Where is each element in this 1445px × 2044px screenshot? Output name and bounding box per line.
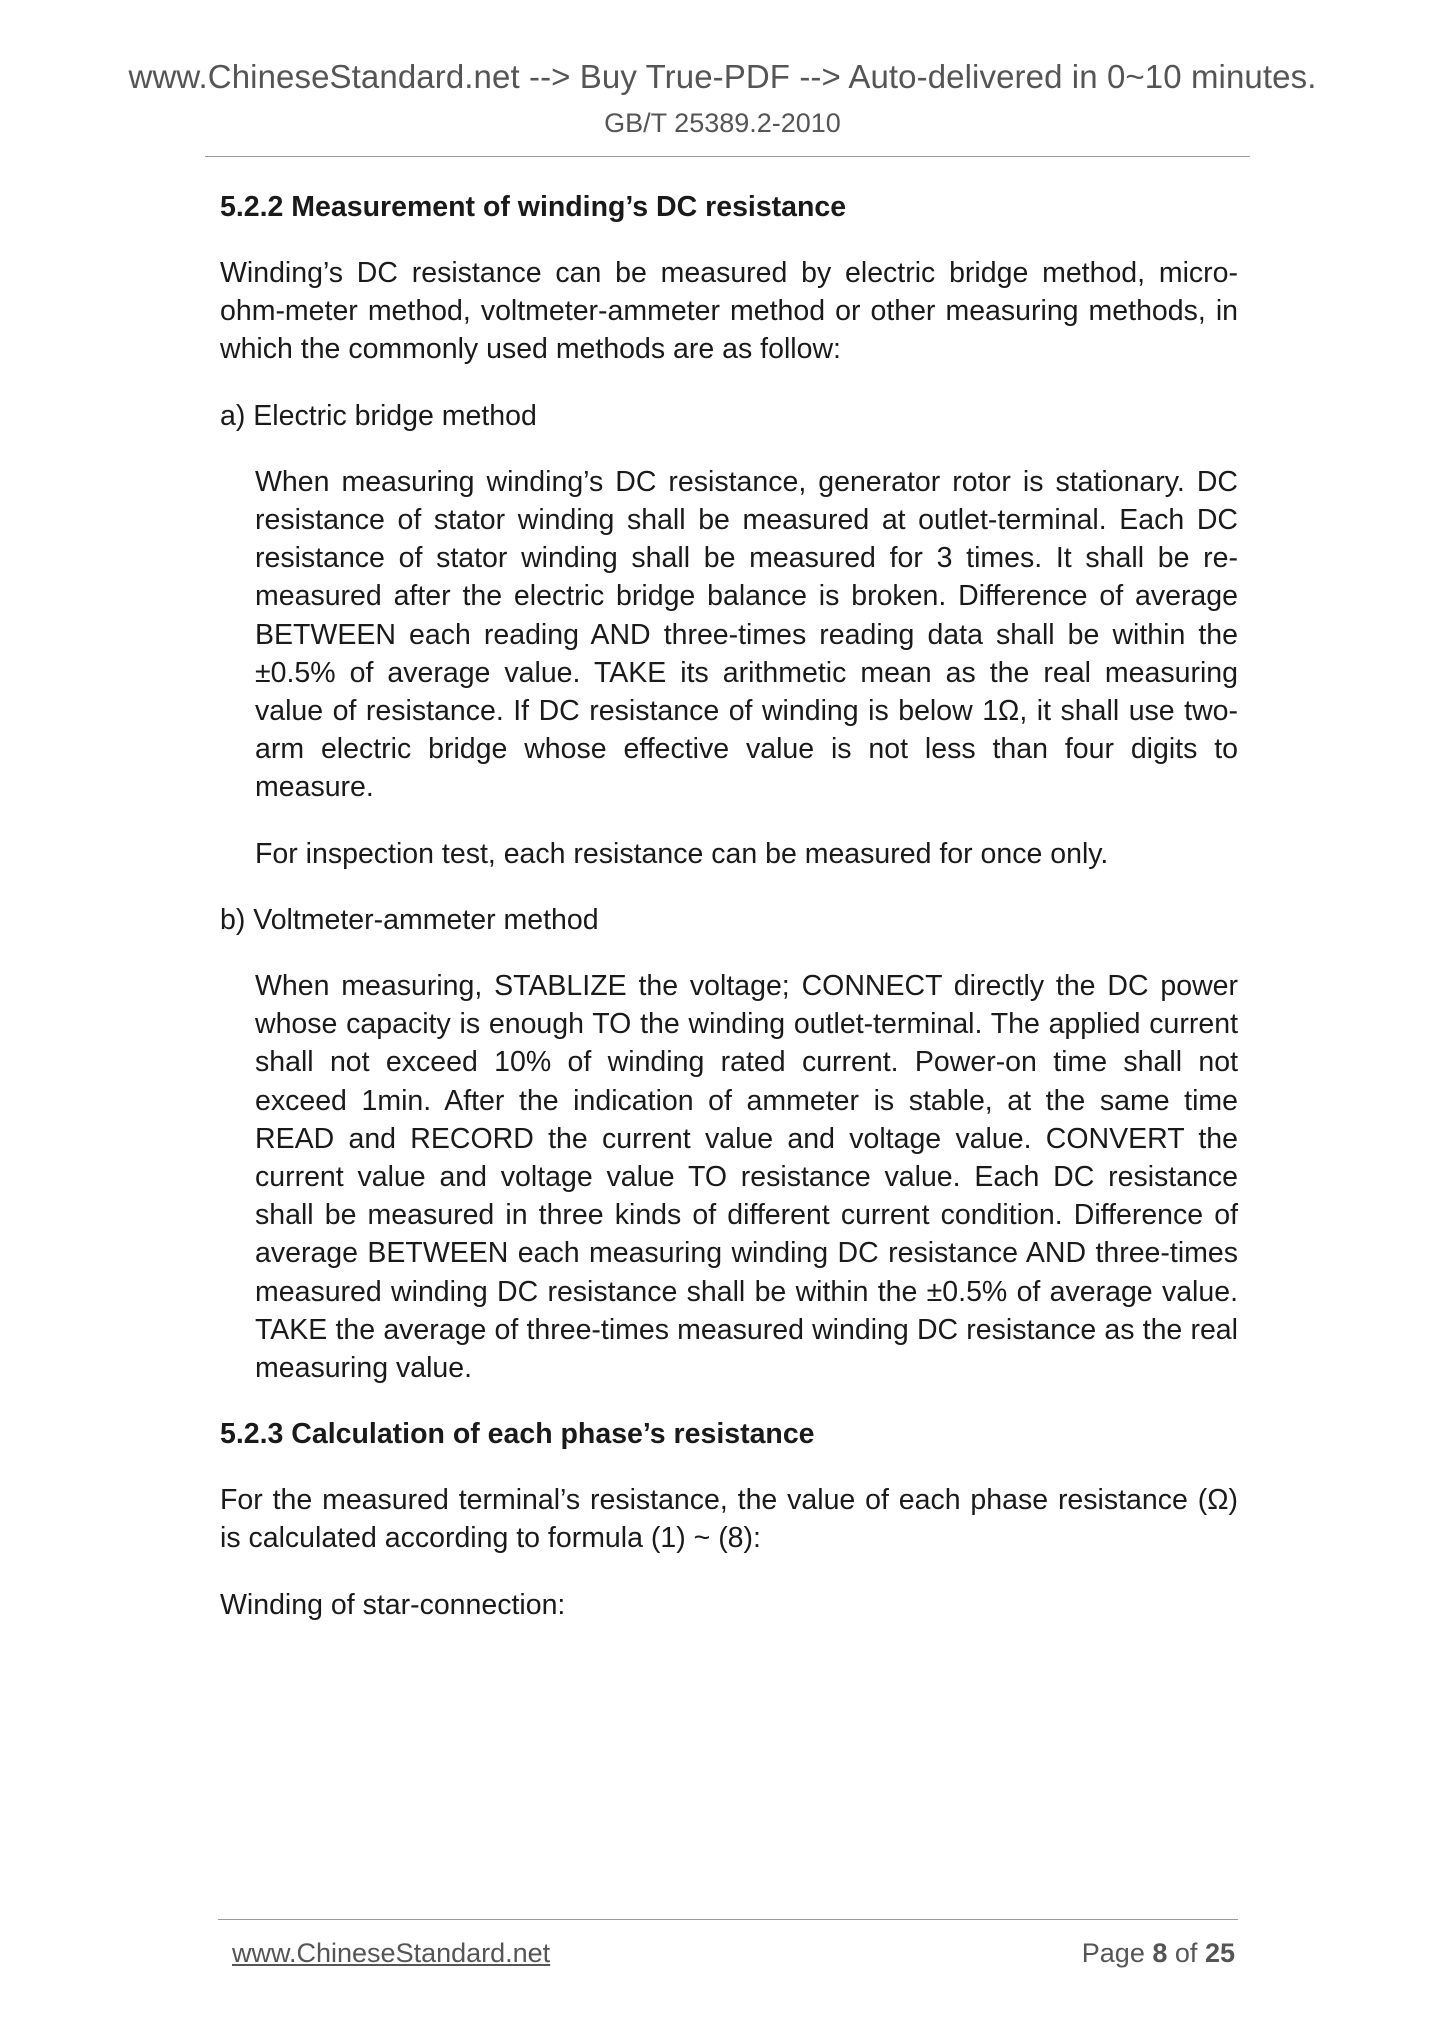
page-of: of [1174, 1938, 1198, 1968]
header-divider [205, 156, 1250, 157]
footer-divider [218, 1919, 1238, 1920]
header-banner[interactable]: www.ChineseStandard.net --> Buy True-PDF --> Auto-delivered in 0~10 minutes. [128, 58, 1317, 95]
page-total: 25 [1204, 1938, 1235, 1968]
section-heading-5-2-2: 5.2.2 Measurement of winding’s DC resistance [220, 191, 847, 223]
section-heading-5-2-3: 5.2.3 Calculation of each phase’s resistance [220, 1418, 815, 1451]
star-connection-label: Winding of star-connection: [220, 1588, 566, 1621]
standard-id: GB/T 25389.2-2010 [604, 108, 841, 138]
item-a-paragraph-1: When measuring winding’s DC resistance, generator rotor is stationary. DC resistance of stator winding shall be measured at outlet-terminal. Each DC resistance of stator winding shall be measured for 3 times. It shall be re-measured after the electric bridge balance is broken. Difference of average BETWEEN each reading AND three-times reading data shall be within the ±0.5% of average value. TAKE its arithmetic mean as the real measuring value of resistance. If DC resistance of winding is below 1Ω, it shall use two-arm electric bridge whose effective value is not less than four digits to measure. [255, 465, 1238, 804]
page-number [1082, 1938, 1235, 1969]
item-a-paragraph-2: For inspection test, each resistance can be measured for once only. [255, 837, 1109, 870]
footer-website-link[interactable]: www.ChineseStandard.net [232, 1938, 551, 1968]
item-a-label: a) Electric bridge method [220, 399, 537, 432]
section-5-2-2-intro: Winding’s DC resistance can be measured by electric bridge method, micro-ohm-meter method, voltmeter-ammeter method or other measuring methods, in which the commonly used methods are as follow: [220, 257, 1238, 366]
item-b-paragraph-1: When measuring, STABLIZE the voltage; CONNECT directly the DC power whose capacity is enough TO the winding outlet-terminal. The applied current shall not exceed 10% of winding rated current. Power-on time shall not exceed 1min. After the indication of ammeter is stable, at the same time READ and RECORD the current value and voltage value. CONVERT the current value and voltage value TO resistance value. Each DC resistance shall be measured in three kinds of different current condition. Difference of average BETWEEN each measuring winding DC resistance AND three-times measured winding DC resistance shall be within the ±0.5% of average value. TAKE the average of three-times measured winding DC resistance as the real measuring value. [255, 970, 1238, 1385]
page-current: 8 [1152, 1938, 1168, 1968]
page-word: Page [1081, 1938, 1145, 1968]
section-5-2-3-intro: For the measured terminal’s resistance, the value of each phase resistance (Ω) is calculated according to formula (1) ~ (8): [220, 1484, 1238, 1555]
item-b-label: b) Voltmeter-ammeter method [220, 903, 599, 936]
main-content [220, 188, 1238, 1652]
